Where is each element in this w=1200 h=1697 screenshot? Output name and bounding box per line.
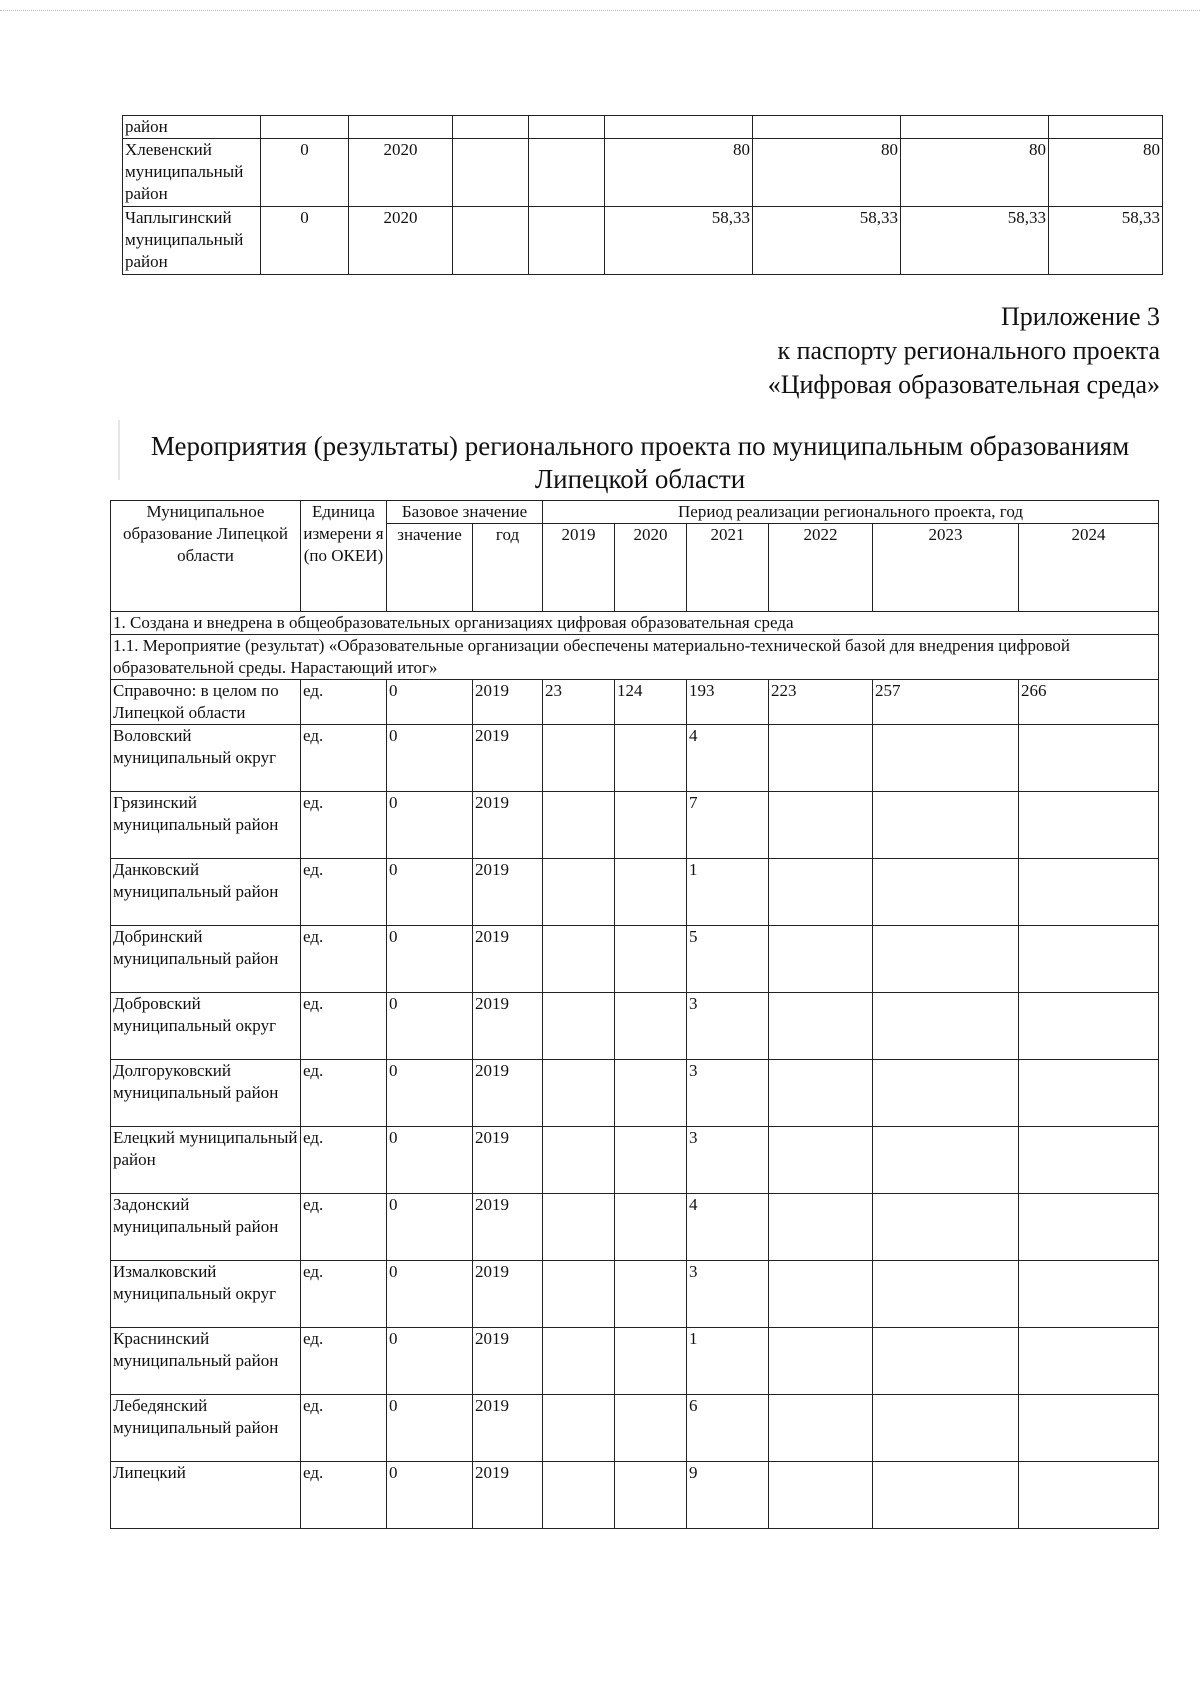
base-value-cell (261, 116, 349, 139)
base-year-cell: 2019 (473, 1127, 543, 1194)
unit-cell: ед. (301, 1060, 387, 1127)
unit-cell: ед. (301, 859, 387, 926)
value-cell-2020 (615, 1462, 687, 1529)
value-cell-2019 (543, 926, 615, 993)
municipality-cell: Добринский муниципальный район (111, 926, 301, 993)
value-cell-2020 (615, 1395, 687, 1462)
municipality-cell: Липецкий (111, 1462, 301, 1529)
title-line-2: Липецкой области (534, 464, 746, 494)
value-cell-2024 (1019, 859, 1159, 926)
value-cell-2019 (543, 1127, 615, 1194)
municipality-cell: Воловский муниципальный округ (111, 725, 301, 792)
value-cell-2019 (543, 1261, 615, 1328)
value-cell-2022 (769, 1462, 873, 1529)
value-cell-2020 (615, 1060, 687, 1127)
unit-cell: ед. (301, 1328, 387, 1395)
municipality-cell: Чаплыгинский муниципальный район (123, 207, 261, 275)
header-row-1 (111, 501, 1159, 524)
value-cell-2020 (615, 1127, 687, 1194)
value-cell-2022 (769, 1060, 873, 1127)
base-value-cell: 0 (387, 680, 473, 725)
value-cell-2023 (873, 1462, 1019, 1529)
summary-row (111, 680, 1159, 725)
base-year-cell (349, 116, 453, 139)
scan-edge-line (0, 10, 1200, 11)
header-year-2022: 2022 (769, 524, 873, 612)
table-row (123, 116, 1163, 139)
unit-cell: ед. (301, 680, 387, 725)
value-cell-2024 (1019, 1462, 1159, 1529)
value-cell-2024 (1019, 792, 1159, 859)
table-row (111, 1261, 1159, 1328)
value-cell-2021: 9 (687, 1462, 769, 1529)
section-row (111, 635, 1159, 680)
value-cell-2024 (1019, 1395, 1159, 1462)
value-cell-2023 (873, 725, 1019, 792)
value-cell-2021: 1 (687, 859, 769, 926)
value-cell-2023 (873, 1328, 1019, 1395)
page-title (110, 430, 1170, 496)
value-cell-2022: 80 (753, 139, 901, 207)
value-cell-2022 (769, 993, 873, 1060)
base-value-cell: 0 (261, 207, 349, 275)
value-cell-2023 (873, 926, 1019, 993)
municipality-cell: Хлевенский муниципальный район (123, 139, 261, 207)
municipality-cell: Елецкий муниципальный район (111, 1127, 301, 1194)
value-cell-2021: 80 (605, 139, 753, 207)
table-row (111, 1328, 1159, 1395)
header-municipality: Муниципальное образование Липецкой области (111, 501, 301, 612)
section-1-title: 1. Создана и внедрена в общеобразовательных организациях цифровая образовательная среда (111, 612, 1159, 635)
value-cell-2023 (901, 116, 1049, 139)
value-cell-2023: 58,33 (901, 207, 1049, 275)
municipality-cell: Справочно: в целом по Липецкой области (111, 680, 301, 725)
unit-cell: ед. (301, 1462, 387, 1529)
value-cell-2022 (769, 1194, 873, 1261)
value-cell-2019 (543, 993, 615, 1060)
value-cell-2024 (1049, 116, 1163, 139)
value-cell-2023 (873, 993, 1019, 1060)
value-cell-2024 (1019, 926, 1159, 993)
value-cell-2023 (873, 1060, 1019, 1127)
value-cell-2019 (543, 1462, 615, 1529)
table-row (111, 1060, 1159, 1127)
value-cell-2021: 5 (687, 926, 769, 993)
value-cell-2021: 1 (687, 1328, 769, 1395)
table-row (123, 139, 1163, 207)
header-year-2020: 2020 (615, 524, 687, 612)
value-cell-2023 (873, 1395, 1019, 1462)
value-cell-2021: 3 (687, 1127, 769, 1194)
value-cell-2023 (873, 859, 1019, 926)
header-value: значение (387, 524, 473, 612)
value-cell-2019 (543, 1395, 615, 1462)
base-value-cell: 0 (387, 993, 473, 1060)
value-cell-2020 (615, 993, 687, 1060)
value-cell-2024: 80 (1049, 139, 1163, 207)
value-cell-2021: 7 (687, 792, 769, 859)
value-cell-2020: 124 (615, 680, 687, 725)
section-1-1-title: 1.1. Мероприятие (результат) «Образовательные организации обеспечены материально-технической базой для внедрения цифровой образовательной среды. Нарастающий итог» (111, 635, 1159, 680)
value-cell-2021 (605, 116, 753, 139)
unit-cell: ед. (301, 926, 387, 993)
value-cell-2021: 3 (687, 993, 769, 1060)
unit-cell: ед. (301, 1127, 387, 1194)
value-cell-2019: 23 (543, 680, 615, 725)
value-cell-2024: 266 (1019, 680, 1159, 725)
base-year-cell: 2019 (473, 1261, 543, 1328)
base-value-cell: 0 (387, 1060, 473, 1127)
value-cell-2022 (769, 859, 873, 926)
value-cell-2020 (615, 1261, 687, 1328)
table-row (111, 792, 1159, 859)
base-value-cell: 0 (387, 792, 473, 859)
base-value-cell: 0 (387, 1127, 473, 1194)
value-cell-2020 (529, 207, 605, 275)
value-cell-2022 (769, 725, 873, 792)
value-cell-2019 (543, 859, 615, 926)
table-row (111, 1194, 1159, 1261)
value-cell-2024 (1019, 993, 1159, 1060)
value-cell-2021: 4 (687, 725, 769, 792)
unit-cell: ед. (301, 725, 387, 792)
table-row (111, 926, 1159, 993)
header-year: год (473, 524, 543, 612)
table-row (111, 1462, 1159, 1529)
base-year-cell: 2019 (473, 1060, 543, 1127)
unit-cell: ед. (301, 792, 387, 859)
section-row (111, 612, 1159, 635)
value-cell-2019 (543, 792, 615, 859)
base-year-cell: 2019 (473, 680, 543, 725)
base-year-cell: 2019 (473, 1194, 543, 1261)
table-row (123, 207, 1163, 275)
appendix-number: Приложение 3 (1000, 302, 1160, 331)
value-cell-2024 (1019, 1127, 1159, 1194)
value-cell-2021: 6 (687, 1395, 769, 1462)
value-cell-2024: 58,33 (1049, 207, 1163, 275)
value-cell-2023: 257 (873, 680, 1019, 725)
appendix-project-name: «Цифровая образовательная среда» (767, 370, 1160, 399)
header-base-value: Базовое значение (387, 501, 543, 524)
value-cell-2019 (543, 725, 615, 792)
base-value-cell: 0 (387, 1328, 473, 1395)
value-cell-2024 (1019, 725, 1159, 792)
value-cell-2022: 58,33 (753, 207, 901, 275)
header-year-2023: 2023 (873, 524, 1019, 612)
header-year-2021: 2021 (687, 524, 769, 612)
value-cell-2021: 3 (687, 1060, 769, 1127)
base-value-cell: 0 (387, 1395, 473, 1462)
municipality-cell: район (123, 116, 261, 139)
municipality-cell: Грязинский муниципальный район (111, 792, 301, 859)
municipality-cell: Измалковский муниципальный округ (111, 1261, 301, 1328)
value-cell-2020 (615, 725, 687, 792)
value-cell-2023: 80 (901, 139, 1049, 207)
value-cell-2019 (543, 1328, 615, 1395)
base-value-cell: 0 (387, 859, 473, 926)
value-cell-2023 (873, 792, 1019, 859)
value-cell-2019 (543, 1194, 615, 1261)
value-cell-2021: 193 (687, 680, 769, 725)
value-cell-2023 (873, 1194, 1019, 1261)
value-cell-2022 (769, 926, 873, 993)
value-cell-2020 (529, 139, 605, 207)
base-year-cell: 2020 (349, 207, 453, 275)
value-cell-2022 (769, 1328, 873, 1395)
municipality-cell: Задонский муниципальный район (111, 1194, 301, 1261)
municipality-cell: Добровский муниципальный округ (111, 993, 301, 1060)
base-year-cell: 2019 (473, 725, 543, 792)
table-row (111, 993, 1159, 1060)
base-value-cell: 0 (387, 926, 473, 993)
title-line-1: Мероприятия (результаты) регионального проекта по муниципальным образованиям (150, 431, 1130, 461)
value-cell-2019 (453, 207, 529, 275)
base-year-cell: 2019 (473, 792, 543, 859)
base-year-cell: 2019 (473, 859, 543, 926)
municipality-cell: Краснинский муниципальный район (111, 1328, 301, 1395)
value-cell-2020 (615, 1194, 687, 1261)
base-year-cell: 2019 (473, 1328, 543, 1395)
value-cell-2024 (1019, 1194, 1159, 1261)
base-value-cell: 0 (387, 1194, 473, 1261)
value-cell-2023 (873, 1127, 1019, 1194)
appendix-note (768, 300, 1160, 402)
municipality-cell: Долгоруковский муниципальный район (111, 1060, 301, 1127)
value-cell-2022 (753, 116, 901, 139)
value-cell-2022 (769, 792, 873, 859)
header-year-2019: 2019 (543, 524, 615, 612)
events-table (110, 500, 1159, 1529)
value-cell-2021: 58,33 (605, 207, 753, 275)
header-unit: Единица измерени я (по ОКЕИ) (301, 501, 387, 612)
value-cell-2024 (1019, 1261, 1159, 1328)
base-year-cell: 2019 (473, 1462, 543, 1529)
unit-cell: ед. (301, 1395, 387, 1462)
value-cell-2019 (453, 139, 529, 207)
municipality-cell: Лебедянский муниципальный район (111, 1395, 301, 1462)
value-cell-2021: 3 (687, 1261, 769, 1328)
unit-cell: ед. (301, 1261, 387, 1328)
base-year-cell: 2019 (473, 993, 543, 1060)
unit-cell: ед. (301, 993, 387, 1060)
base-year-cell: 2020 (349, 139, 453, 207)
base-year-cell: 2019 (473, 1395, 543, 1462)
value-cell-2020 (615, 792, 687, 859)
value-cell-2019 (543, 1060, 615, 1127)
value-cell-2020 (615, 926, 687, 993)
value-cell-2022 (769, 1261, 873, 1328)
header-period: Период реализации регионального проекта, год (543, 501, 1159, 524)
unit-cell: ед. (301, 1194, 387, 1261)
value-cell-2020 (615, 1328, 687, 1395)
value-cell-2021: 4 (687, 1194, 769, 1261)
base-value-cell: 0 (387, 1462, 473, 1529)
value-cell-2020 (529, 116, 605, 139)
base-value-cell: 0 (387, 1261, 473, 1328)
value-cell-2019 (453, 116, 529, 139)
municipality-cell: Данковский муниципальный район (111, 859, 301, 926)
value-cell-2024 (1019, 1328, 1159, 1395)
header-year-2024: 2024 (1019, 524, 1159, 612)
value-cell-2020 (615, 859, 687, 926)
value-cell-2024 (1019, 1060, 1159, 1127)
appendix-reference: к паспорту регионального проекта (777, 336, 1160, 365)
base-value-cell: 0 (387, 725, 473, 792)
table-row (111, 725, 1159, 792)
continuation-table (122, 115, 1163, 275)
table-row (111, 1127, 1159, 1194)
table-row (111, 1395, 1159, 1462)
table-row (111, 859, 1159, 926)
value-cell-2022: 223 (769, 680, 873, 725)
base-year-cell: 2019 (473, 926, 543, 993)
value-cell-2022 (769, 1395, 873, 1462)
base-value-cell: 0 (261, 139, 349, 207)
value-cell-2022 (769, 1127, 873, 1194)
value-cell-2023 (873, 1261, 1019, 1328)
